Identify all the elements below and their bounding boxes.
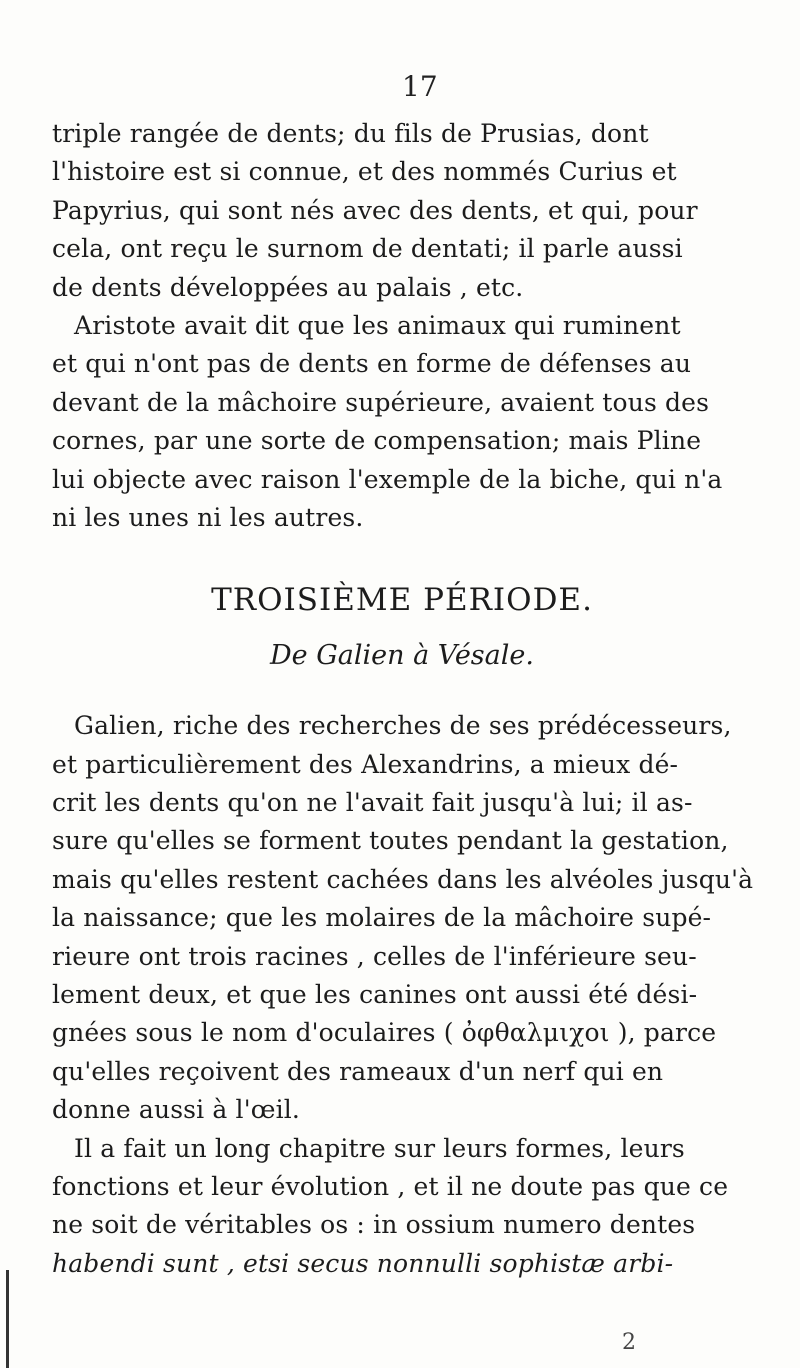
text-line: et particulièrement des Alexandrins, a mieux dé- (52, 749, 679, 779)
section-title: TROISIÈME PÉRIODE. (211, 582, 593, 619)
signature-mark: 2 (622, 1330, 636, 1355)
text-line: fonctions et leur évolution , et il ne doute pas que ce (52, 1171, 729, 1201)
text-line: rieure ont trois racines , celles de l'inférieure seu- (52, 941, 697, 971)
page-body (52, 115, 752, 1283)
text-line: devant de la mâchoire supérieure, avaient tous des (52, 387, 710, 417)
text-line: gnées sous le nom d'oculaires ( ὀφθαλμιχοι ), parce (52, 1018, 717, 1048)
binding-edge (6, 1270, 9, 1368)
paragraph-chapitre (52, 1130, 752, 1284)
text-line: ni les unes ni les autres. (52, 502, 364, 532)
text-line: mais qu'elles restent cachées dans les alvéoles jusqu'à (52, 864, 754, 894)
text-line: la naissance; que les molaires de la mâchoire supé- (52, 903, 712, 933)
section-subtitle: De Galien à Vésale. (270, 640, 534, 672)
paragraph-galien (52, 707, 752, 1129)
text-line: cornes, par une sorte de compensation; mais Pline (52, 426, 702, 456)
text-line: l'histoire est si connue, et des nommés Curius et (52, 157, 677, 187)
text-line: habendi sunt , etsi secus nonnulli sophistæ arbi- (52, 1248, 674, 1278)
paragraph-aristote (52, 307, 752, 537)
text-line: Aristote avait dit que les animaux qui ruminent (74, 310, 681, 340)
text-line: Il a fait un long chapitre sur leurs formes, leurs (74, 1133, 685, 1163)
paragraph-curius (52, 115, 752, 307)
text-line: cela, ont reçu le surnom de dentati; il parle aussi (52, 234, 683, 264)
text-line: qu'elles reçoivent des rameaux d'un nerf qui en (52, 1056, 664, 1086)
text-line: lement deux, et que les canines ont aussi été dési- (52, 980, 698, 1010)
text-line: ne soit de véritables os : in ossium numero dentes (52, 1210, 696, 1240)
text-line: donne aussi à l'œil. (52, 1095, 300, 1125)
text-line: crit les dents qu'on ne l'avait fait jusqu'à lui; il as- (52, 788, 693, 818)
page-number: 17 (402, 70, 438, 103)
text-line: Galien, riche des recherches de ses prédécesseurs, (74, 711, 732, 741)
text-line: triple rangée de dents; du fils de Prusias, dont (52, 119, 649, 148)
text-line: Papyrius, qui sont nés avec des dents, et qui, pour (52, 195, 698, 225)
text-line: sure qu'elles se forment toutes pendant la gestation, (52, 826, 729, 856)
text-line: de dents développées au palais , etc. (52, 272, 524, 302)
text-line: et qui n'ont pas de dents en forme de défenses au (52, 349, 692, 379)
text-line: lui objecte avec raison l'exemple de la biche, qui n'a (52, 464, 723, 494)
